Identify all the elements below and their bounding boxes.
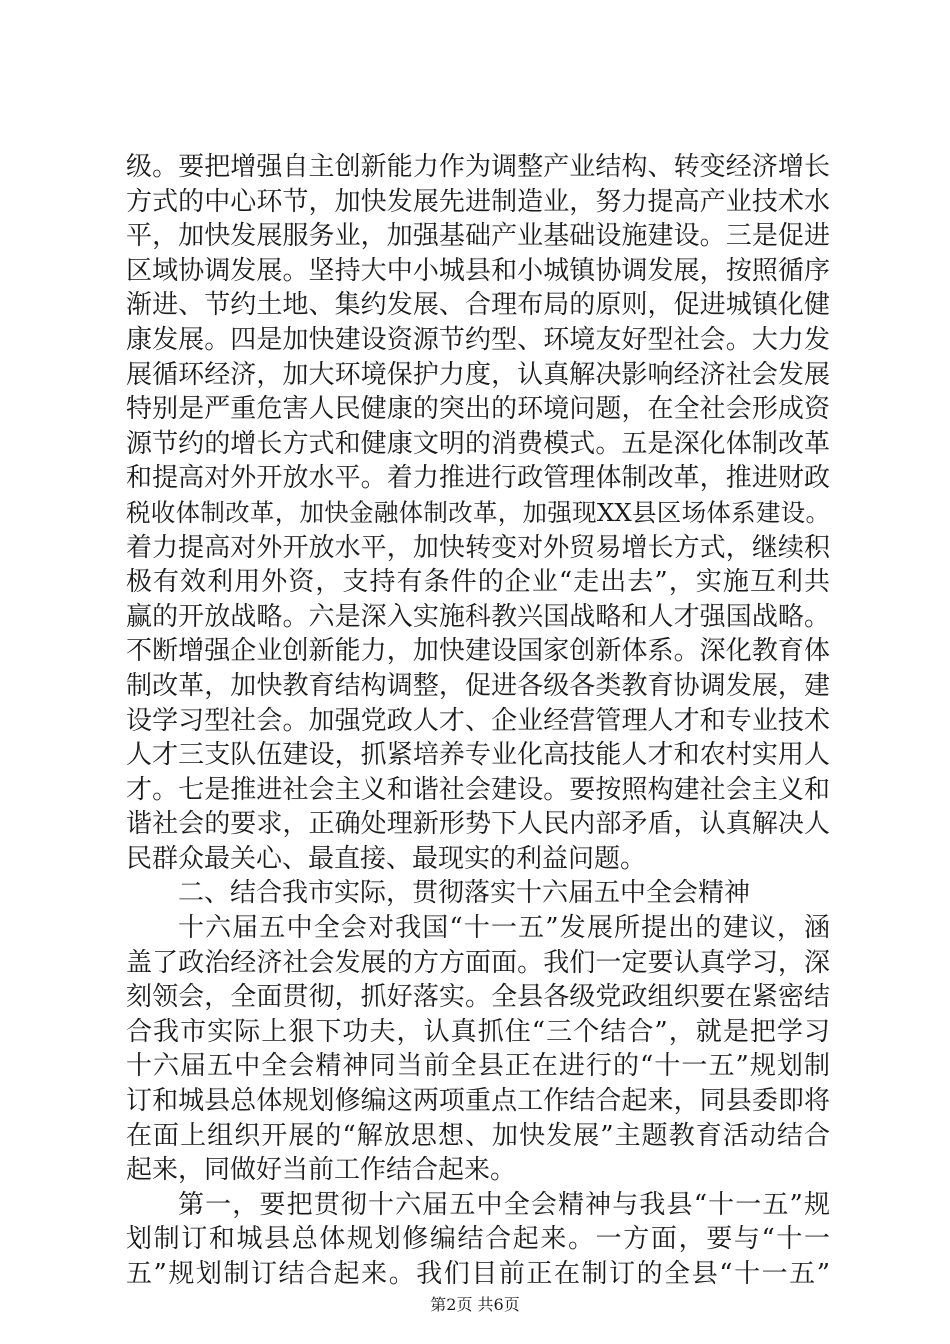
text-line: 第一，要把贯彻十六届五中全会精神与我县“十一五”规: [178, 1189, 830, 1220]
text-line: 税收体制改革，加快金融体制改革，加强现XX县区场体系建设。: [126, 497, 830, 527]
text-line: 才。七是推进社会主义和谐社会建设。要按照构建社会主义和: [126, 774, 830, 805]
text-line: 划制订和城县总体规划修编结合起来。一方面，要与“十一: [126, 1224, 830, 1255]
text-line: 起来，同做好当前工作结合起来。: [126, 1155, 517, 1186]
text-line: 制改革，加快教育结构调整，促进各级各类教育协调发展，建: [126, 670, 830, 701]
text-line: 着力提高对外开放水平，加快转变对外贸易增长方式，继续积: [126, 532, 830, 563]
text-line: 方式的中心环节，加快发展先进制造业，努力提高产业技术水: [126, 186, 830, 217]
text-line: 设学习型社会。加强党政人才、企业经营管理人才和专业技术: [126, 705, 830, 736]
text-line: 合我市实际上狠下功夫，认真抓住“三个结合”，就是把学习: [126, 1016, 830, 1047]
section-heading: 二、结合我市实际，贯彻落实十六届五中全会精神: [178, 878, 751, 909]
text-line: 刻领会，全面贯彻，抓好落实。全县各级党政组织要在紧密结: [126, 982, 830, 1013]
text-line: 不断增强企业创新能力，加快建设国家创新体系。深化教育体: [126, 636, 830, 667]
text-line: 人才三支队伍建设，抓紧培养专业化高技能人才和农村实用人: [126, 740, 830, 771]
text-line: 特别是严重危害人民健康的突出的环境问题，在全社会形成资: [126, 394, 830, 425]
document-body: [126, 150, 830, 1292]
text-line: 盖了政治经济社会发展的方方面面。我们一定要认真学习，深: [126, 947, 830, 978]
page-number-footer: 第2页 共6页: [430, 1295, 520, 1314]
text-line: 和提高对外开放水平。着力推进行政管理体制改革，推进财政: [126, 463, 830, 494]
text-line: 民群众最关心、最直接、最现实的利益问题。: [126, 843, 647, 874]
text-line: 谐社会的要求，正确处理新形势下人民内部矛盾，认真解决人: [126, 809, 830, 840]
text-line: 订和城县总体规划修编这两项重点工作结合起来，同县委即将: [126, 1086, 830, 1117]
text-line: 在面上组织开展的“解放思想、加快发展”主题教育活动结合: [126, 1120, 830, 1151]
text-line: 赢的开放战略。六是深入实施科教兴国战略和人才强国战略。: [126, 601, 830, 632]
text-line: 五”规划制订结合起来。我们目前正在制订的全县“十一五”: [126, 1259, 830, 1289]
text-line: 十六届五中全会精神同当前全县正在进行的“十一五”规划制: [126, 1051, 830, 1082]
text-line: 平，加快发展服务业，加强基础产业基础设施建设。三是促进: [126, 221, 830, 252]
text-line: 极有效利用外资，支持有条件的企业“走出去”，实施互利共: [126, 567, 830, 598]
text-line: 康发展。四是加快建设资源节约型、环境友好型社会。大力发: [126, 324, 830, 355]
text-line: 级。要把增强自主创新能力作为调整产业结构、转变经济增长: [126, 152, 830, 182]
text-line: 十六届五中全会对我国“十一五”发展所提出的建议，涵: [178, 913, 830, 944]
text-line: 源节约的增长方式和健康文明的消费模式。五是深化体制改革: [126, 428, 830, 459]
text-line: 展循环经济，加大环境保护力度，认真解决影响经济社会发展: [126, 359, 830, 390]
text-line: 区域协调发展。坚持大中小城县和小城镇协调发展，按照循序: [126, 255, 830, 286]
text-line: 渐进、节约土地、集约发展、合理布局的原则，促进城镇化健: [126, 290, 830, 321]
